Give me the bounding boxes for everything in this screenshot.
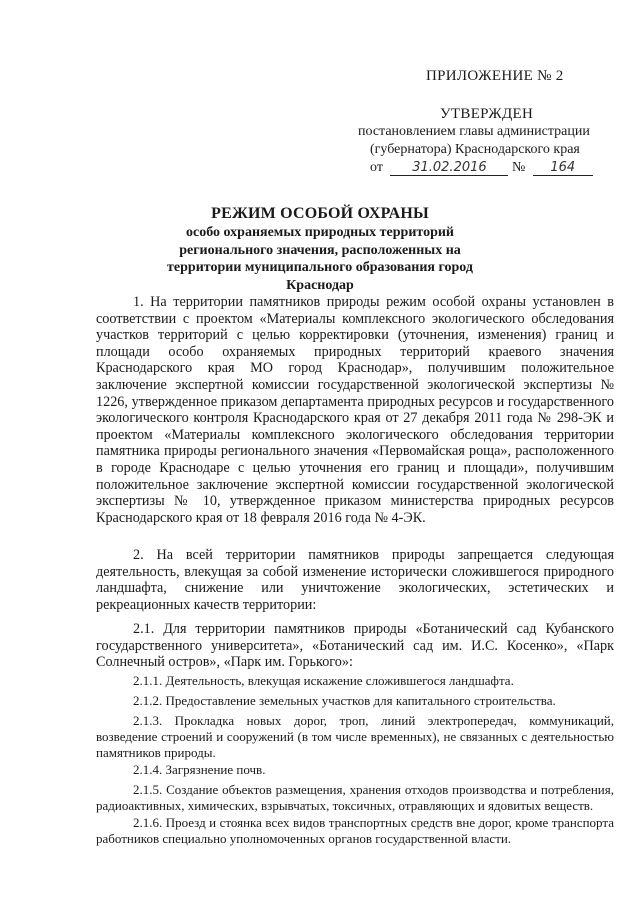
decree-line-1: постановлением главы администрации [358, 124, 590, 139]
document-subtitle: особо охраняемых природных территорий регионального значения, расположенных на территории муниципального образования город Краснодар [167, 225, 473, 293]
paragraph-text: 2.1.4. Загрязнение почв. [133, 762, 266, 777]
paragraph-text: 2.1.3. Прокладка новых дорог, троп, линий электропередач, коммуникаций, возведение строений и сооружений (в том числе временных), не связанных с деятельностью памятников природы. [96, 713, 614, 760]
paragraph-2-1-3 [96, 713, 614, 760]
appendix-label: ПРИЛОЖЕНИЕ № 2 [426, 68, 564, 84]
paragraph-text: 2.1.2. Предоставление земельных участков для капитального строительства. [133, 693, 556, 708]
document-title: РЕЖИМ ОСОБОЙ ОХРАНЫ [211, 205, 429, 222]
paragraph-2-1-1 [96, 673, 614, 689]
paragraph-text: 1. На территории памятников природы режим особой охраны установлен в соответствии с проектом «Материалы комплексного экологического обследования участков территорий с целью корректировки (уточнения, изменения) границ и площади особо охраняемых природных территорий краевого значения Краснодарского края МО город Краснодар», получившим положительное заключение экспертной комиссии государственной экологической экспертизы № 1226, утвержденное приказом департамента природных ресурсов и государственного экологического контроля Краснодарского края от 27 декабря 2011 года № 298-ЭК и проектом «Материалы комплексного экологического обследования территории памятника природы регионального значения «Первомайская роща», расположенного в городе Краснодаре с целью уточнения его границ и площади», получившим положительное заключение экспертной комиссии государственной экологической экспертизы № 10, утвержденное приказом министерства природных ресурсов Краснодарского края от 18 февраля 2016 года № 4-ЭК. [96, 294, 614, 526]
paragraph-text: 2.1.6. Проезд и стоянка всех видов транспортных средств вне дорог, кроме транспорта работников специально уполномоченных органов государственной власти. [96, 815, 614, 846]
decree-line-2: (губернатора) Краснодарского края [370, 142, 580, 157]
paragraph-2-1-6 [96, 815, 614, 847]
handwritten-number: 164 [533, 160, 593, 176]
paragraph-2-1-2 [96, 693, 614, 709]
paragraph-2-1 [96, 621, 614, 671]
number-prefix: № [511, 160, 526, 175]
paragraph-text: 2. На всей территории памятников природы запрещается следующая деятельность, влекущая за собой изменение исторически сложившегося природного ландшафта, снижение или уничтожение экологических, эстетических и рекреационных качеств территории: [96, 547, 614, 613]
approved-label: УТВЕРЖДЕН [440, 106, 534, 122]
paragraph-1 [96, 294, 614, 526]
paragraph-2-1-4 [96, 762, 614, 778]
paragraph-2-1-5 [96, 782, 614, 814]
paragraph-text: 2.1.5. Создание объектов размещения, хранения отходов производства и потребления, радиоактивных, химических, взрывчатых, токсичных, отравляющих и ядовитых веществ. [96, 782, 614, 813]
paragraph-text: 2.1. Для территории памятников природы «Ботанический сад Кубанского государственного университета», «Ботанический сад им. И.С. Косенко», «Парк Солнечный остров», «Парк им. Горького»: [96, 621, 614, 671]
paragraph-text: 2.1.1. Деятельность, влекущая искажение сложившегося ландшафта. [133, 673, 514, 688]
handwritten-date: 31.02.2016 [390, 160, 508, 176]
date-number-line [370, 160, 593, 176]
date-prefix: от [370, 160, 383, 175]
paragraph-2 [96, 547, 614, 613]
